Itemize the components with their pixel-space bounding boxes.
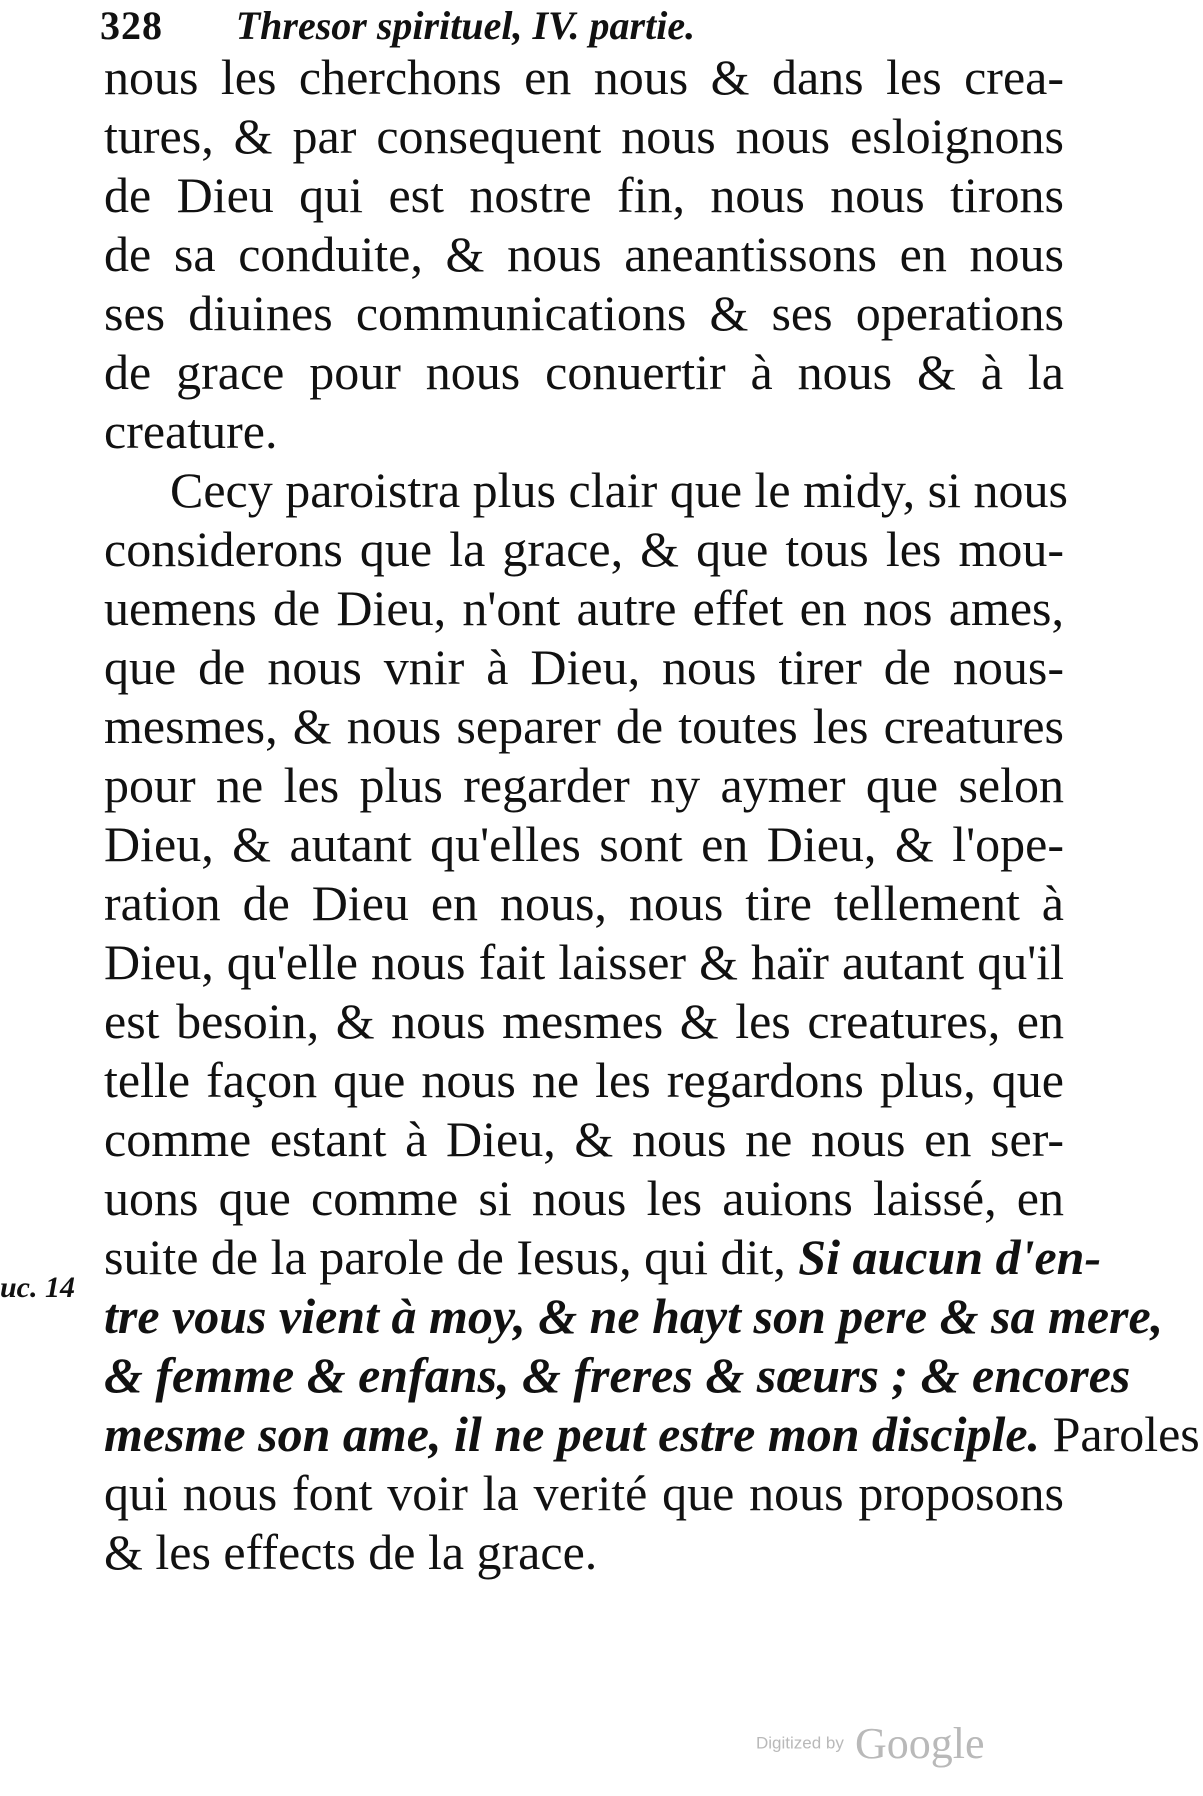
watermark-prefix: Digitized by (756, 1733, 844, 1753)
line-text: de grace pour nous conuertir à nous & à la (104, 344, 1064, 400)
text-line (104, 1169, 1064, 1228)
text-line (104, 697, 1064, 756)
margin-note: uc. 14 (0, 1271, 75, 1304)
line-text: tre vous vient à moy, & ne hayt son pere & sa mere, (104, 1288, 1164, 1344)
body-text (104, 48, 1200, 1582)
line-text: ses diuines communications & ses operations (104, 285, 1064, 341)
line-text-italic-tail: Si aucun d'en- (798, 1229, 1102, 1285)
text-line (104, 1346, 1131, 1405)
text-line (104, 815, 1064, 874)
text-line (104, 343, 1064, 402)
line-text-roman-tail: Paroles (1052, 1406, 1200, 1462)
text-line (104, 933, 1064, 992)
text-line (104, 48, 1064, 107)
line-text: Dieu, & autant qu'elles sont en Dieu, & l'ope- (104, 816, 1064, 872)
line-text: est besoin, & nous mesmes & les creatures, en (104, 993, 1064, 1049)
text-line (104, 992, 1064, 1051)
text-line (104, 166, 1064, 225)
running-title: Thresor spirituel, IV. partie. (235, 3, 696, 48)
text-line (104, 107, 1064, 166)
line-text: mesmes, & nous separer de toutes les creatures (104, 698, 1064, 754)
line-text: nous les cherchons en nous & dans les crea- (104, 49, 1064, 105)
text-line (104, 638, 1064, 697)
line-text: mesme son ame, il ne peut estre mon disciple. (104, 1406, 1041, 1462)
text-line (104, 1110, 1064, 1169)
page-number: 328 (100, 3, 163, 48)
text-line (104, 284, 1064, 343)
text-line (104, 1228, 1102, 1287)
text-line (104, 225, 1064, 284)
google-logo: Google (854, 1719, 985, 1768)
text-line (104, 1405, 1200, 1464)
line-text: tures, & par consequent nous nous esloignons (104, 108, 1064, 164)
line-text: qui nous font voir la verité que nous proposons (104, 1465, 1064, 1521)
line-text: de sa conduite, & nous aneantissons en nous (104, 226, 1064, 282)
text-line (104, 1523, 1064, 1582)
line-text: telle façon que nous ne les regardons plus, que (104, 1052, 1064, 1108)
line-text: considerons que la grace, & que tous les mou- (104, 521, 1064, 577)
line-text: que de nous vnir à Dieu, nous tirer de nous- (104, 639, 1064, 695)
line-text: & femme & enfans, & freres & sœurs ; & encores (104, 1347, 1131, 1403)
line-text: pour ne les plus regarder ny aymer que selon (104, 757, 1064, 813)
text-line (104, 520, 1064, 579)
line-text: uons que comme si nous les auions laissé, en (104, 1170, 1064, 1226)
text-line (104, 874, 1064, 933)
line-text: ration de Dieu en nous, nous tire tellement à (104, 875, 1064, 931)
line-text: Cecy paroistra plus clair que le midy, si nous (170, 462, 1068, 518)
line-text: Dieu, qu'elle nous fait laisser & haïr autant qu'il (104, 934, 1064, 990)
text-line (104, 1464, 1064, 1523)
line-text: de Dieu qui est nostre fin, nous nous tirons (104, 167, 1064, 223)
text-line (104, 756, 1064, 815)
text-line (104, 579, 1064, 638)
line-text: suite de la parole de Iesus, qui dit, (104, 1229, 786, 1285)
digitized-watermark (756, 1718, 985, 1769)
text-line (104, 1287, 1164, 1346)
line-text: uemens de Dieu, n'ont autre effet en nos ames, (104, 580, 1064, 636)
running-head (100, 0, 695, 52)
text-line (104, 402, 1064, 461)
line-text: & les effects de la grace. (104, 1524, 598, 1580)
text-line (104, 1051, 1064, 1110)
line-text: creature. (104, 403, 278, 459)
line-text: comme estant à Dieu, & nous ne nous en ser- (104, 1111, 1064, 1167)
text-line (104, 461, 1068, 520)
